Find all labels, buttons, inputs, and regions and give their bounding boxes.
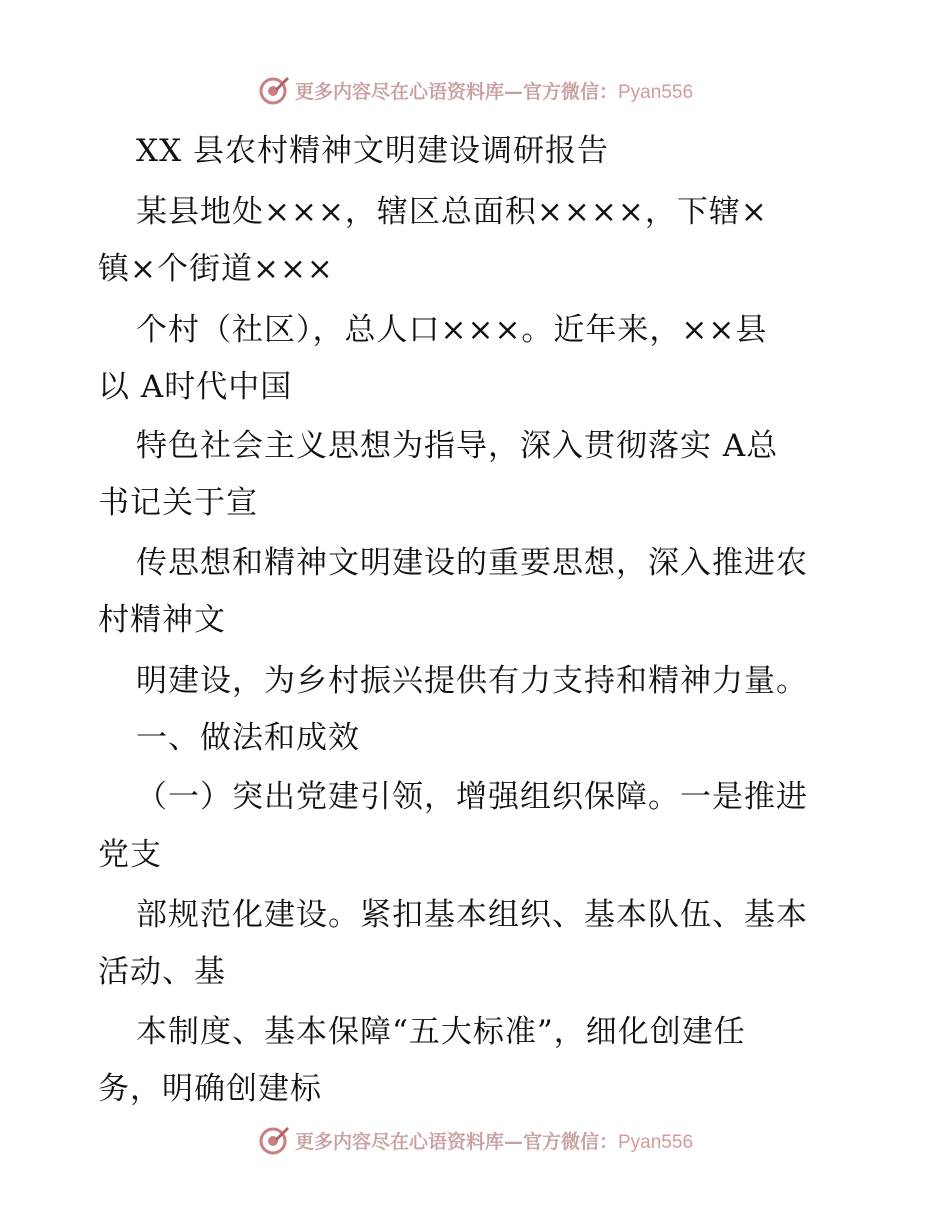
text-line: 部规范化建设。紧扣基本组织、基本队伍、基本 bbox=[136, 897, 808, 933]
text-line: 某县地处×××，辖区总面积××××，下辖× bbox=[136, 194, 768, 230]
watermark-wechat-id: Pyan556 bbox=[618, 1131, 694, 1153]
text-line: 镇×个街道××× bbox=[98, 251, 334, 287]
watermark-wechat-id: Pyan556 bbox=[618, 81, 694, 103]
text-line: 特色社会主义思想为指导，深入贯彻落实 A总 bbox=[136, 428, 779, 464]
text-line: 本制度、基本保障“五大标准”，细化创建任 bbox=[136, 1014, 746, 1050]
text-line: 书记关于宣 bbox=[98, 485, 258, 521]
text-line: 个村（社区），总人口×××。近年来，××县 bbox=[136, 312, 768, 348]
watermark-text: 更多内容尽在心语资料库—官方微信：Pyan556 bbox=[294, 1130, 694, 1153]
text-line: 党支 bbox=[98, 837, 162, 873]
text-line: 明建设，为乡村振兴提供有力支持和精神力量。 bbox=[136, 663, 808, 699]
text-line: 传思想和精神文明建设的重要思想，深入推进农 bbox=[136, 545, 808, 581]
text-line: 以 A时代中国 bbox=[98, 369, 293, 405]
pen-logo-icon bbox=[257, 1123, 291, 1157]
text-line: 务，明确创建标 bbox=[98, 1071, 322, 1107]
watermark-footer bbox=[0, 1120, 950, 1160]
watermark-text: 更多内容尽在心语资料库—官方微信：Pyan556 bbox=[294, 80, 694, 103]
document-title: XX 县农村精神文明建设调研报告 bbox=[136, 133, 609, 169]
subsection-heading: （一）突出党建引领，增强组织保障。一是推进 bbox=[136, 779, 808, 815]
section-heading: 一、做法和成效 bbox=[136, 720, 360, 756]
text-line: 村精神文 bbox=[98, 602, 226, 638]
text-line: 活动、基 bbox=[98, 954, 226, 990]
